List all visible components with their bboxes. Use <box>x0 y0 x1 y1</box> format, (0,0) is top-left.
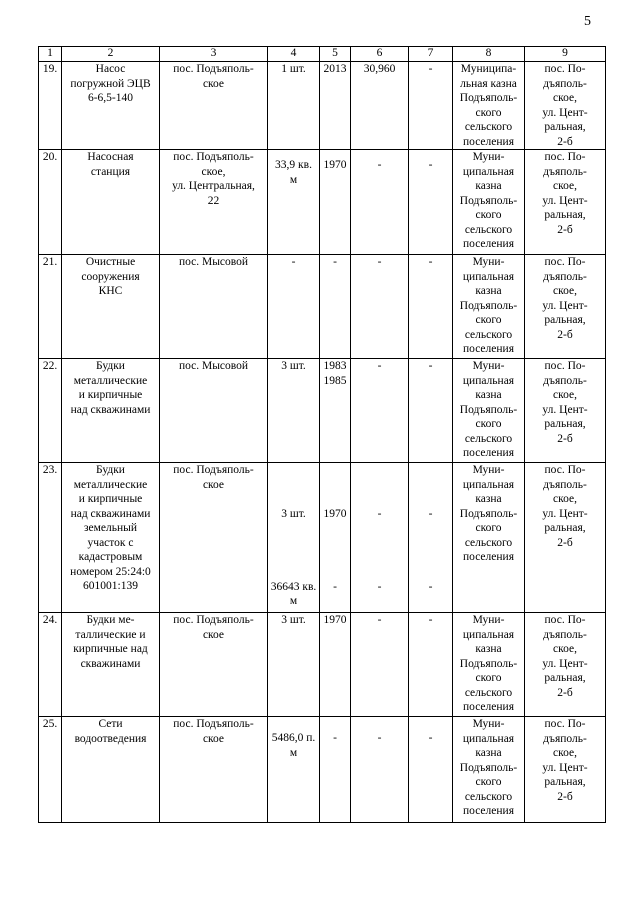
item-name: Насосная станция <box>62 150 160 255</box>
item-col7: - <box>409 62 453 150</box>
item-value-cell <box>351 463 409 613</box>
column-header: 8 <box>453 47 525 62</box>
row-number: 21. <box>39 255 62 359</box>
item-quantity: 5486,0 п. м <box>268 717 320 823</box>
item-location: пос. Подъяполь- ское <box>160 613 268 717</box>
column-header: 1 <box>39 47 62 62</box>
item-col7: - <box>409 255 453 359</box>
item-quantity: 3 шт. <box>268 613 320 717</box>
item-value: - <box>377 508 382 520</box>
item-name: Будки металлические и кирпичные над скважинами земельный участок с кадастровым номером 25:24:0 601001:139 <box>62 463 160 613</box>
item-name: Будки металлические и кирпичные над скважинами <box>62 359 160 463</box>
item-value: - <box>351 359 409 463</box>
table-row <box>39 613 606 717</box>
item-location: пос. Подъяполь- ское <box>160 62 268 150</box>
item-location: пос. Подъяполь- ское, ул. Центральная, 22 <box>160 150 268 255</box>
row-number: 23. <box>39 463 62 613</box>
item-year: 1970 <box>320 613 351 717</box>
column-header: 4 <box>268 47 320 62</box>
item-col7-cell <box>409 463 453 613</box>
land-col7: - <box>428 580 433 593</box>
column-header: 7 <box>409 47 453 62</box>
item-address: пос. По- дъяполь- ское, ул. Цент- ральная, 2-б <box>525 613 606 717</box>
item-owner: Муни- ципальная казна Подъяполь- ского сельского поселения <box>453 613 525 717</box>
item-year: - <box>320 717 351 823</box>
item-year: 1970 <box>323 508 347 520</box>
item-address: пос. По- дъяполь- ское, ул. Цент- ральная, 2-б <box>525 717 606 823</box>
row-number: 19. <box>39 62 62 150</box>
item-quantity-cell <box>268 463 320 613</box>
row-number: 25. <box>39 717 62 823</box>
row-number: 22. <box>39 359 62 463</box>
item-value: - <box>351 255 409 359</box>
land-value: - <box>377 580 382 593</box>
item-value: - <box>351 717 409 823</box>
item-value: - <box>351 150 409 255</box>
item-address: пос. По- дъяполь- ское, ул. Цент- ральная, 2-б <box>525 359 606 463</box>
item-name: Сети водоотведения <box>62 717 160 823</box>
item-address: пос. По- дъяполь- ское, ул. Цент- ральная, 2-б <box>525 150 606 255</box>
column-header: 9 <box>525 47 606 62</box>
row-number: 20. <box>39 150 62 255</box>
land-year: - <box>333 580 337 593</box>
table-row <box>39 359 606 463</box>
item-col7: - <box>409 717 453 823</box>
land-area: 36643 кв. м <box>270 580 317 607</box>
item-value: 30,960 <box>351 62 409 150</box>
item-quantity: 33,9 кв. м <box>268 150 320 255</box>
item-name: Насос погружной ЭЦВ 6-6,5-140 <box>62 62 160 150</box>
table-row <box>39 463 606 613</box>
item-year: 1970 <box>320 150 351 255</box>
item-year: - <box>320 255 351 359</box>
item-name: Будки ме- таллические и кирпичные над скважинами <box>62 613 160 717</box>
property-registry-table <box>38 46 606 823</box>
item-address: пос. По- дъяполь- ское, ул. Цент- ральная, 2-б <box>525 463 606 613</box>
item-owner: Муни- ципальная казна Подъяполь- ского сельского поселения <box>453 359 525 463</box>
item-col7: - <box>409 150 453 255</box>
table-row <box>39 150 606 255</box>
table-row <box>39 62 606 150</box>
item-col7: - <box>428 508 433 520</box>
item-name: Очистные сооружения КНС <box>62 255 160 359</box>
item-location: пос. Мысовой <box>160 255 268 359</box>
row-number: 24. <box>39 613 62 717</box>
column-header: 2 <box>62 47 160 62</box>
item-owner: Муни- ципальная казна Подъяполь- ского сельского поселения <box>453 463 525 613</box>
column-header: 6 <box>351 47 409 62</box>
item-owner: Муни- ципальная казна Подъяполь- ского сельского поселения <box>453 150 525 255</box>
item-quantity: 3 шт. <box>268 359 320 463</box>
item-location: пос. Подъяполь- ское <box>160 463 268 613</box>
item-owner: Муни- ципальная казна Подъяполь- ского сельского поселения <box>453 255 525 359</box>
item-col7: - <box>409 613 453 717</box>
item-location: пос. Подъяполь- ское <box>160 717 268 823</box>
page-number: 5 <box>584 14 591 29</box>
item-quantity: - <box>268 255 320 359</box>
item-location: пос. Мысовой <box>160 359 268 463</box>
item-year-cell <box>320 463 351 613</box>
item-owner: Муни- ципальная казна Подъяполь- ского сельского поселения <box>453 717 525 823</box>
item-address: пос. По- дъяполь- ское, ул. Цент- ральная, 2-б <box>525 255 606 359</box>
table-row <box>39 255 606 359</box>
item-year: 1983 1985 <box>320 359 351 463</box>
column-header: 3 <box>160 47 268 62</box>
header-row <box>39 47 606 62</box>
item-address: пос. По- дъяполь- ское, ул. Цент- ральная, 2-б <box>525 62 606 150</box>
item-quantity: 1 шт. <box>268 62 320 150</box>
table-row <box>39 717 606 823</box>
item-year: 2013 <box>320 62 351 150</box>
column-header: 5 <box>320 47 351 62</box>
item-owner: Муниципа- льная казна Подъяполь- ского сельского поселения <box>453 62 525 150</box>
item-value: - <box>351 613 409 717</box>
item-col7: - <box>409 359 453 463</box>
item-quantity: 3 шт. <box>281 508 306 520</box>
